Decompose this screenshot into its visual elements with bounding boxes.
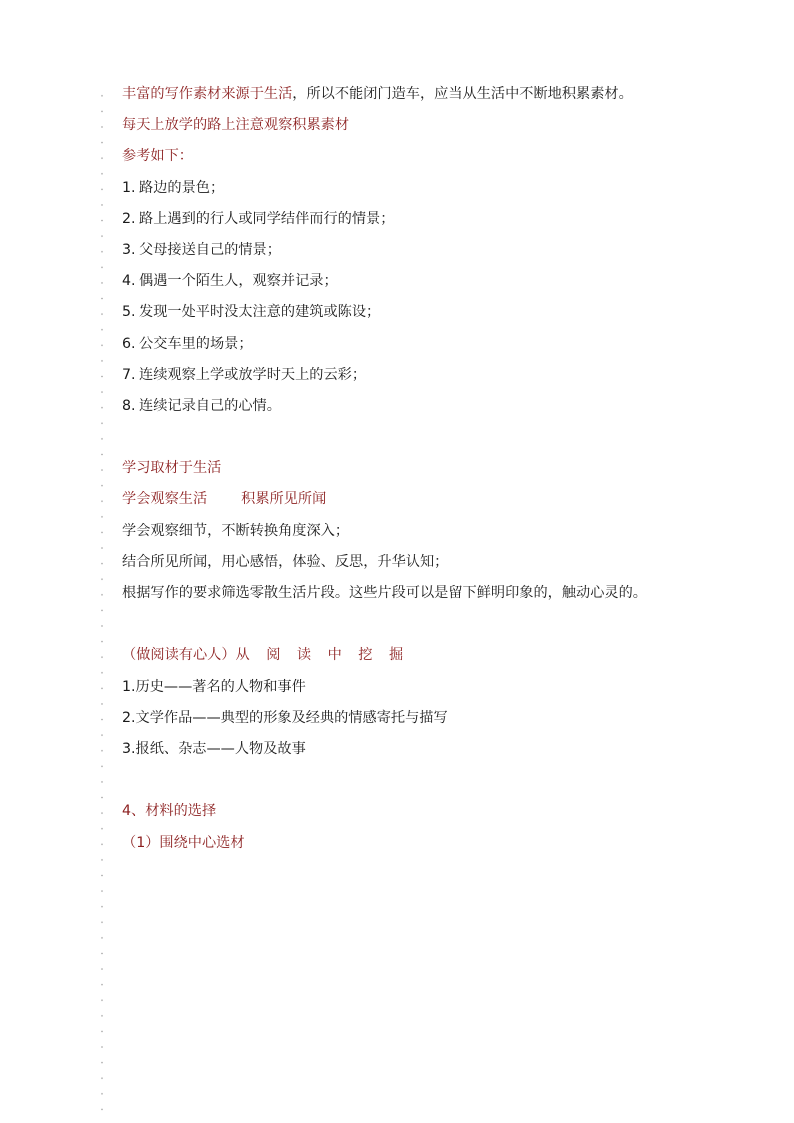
list-item [122,391,762,422]
section3-heading-suffix: 从 阅 读 中 挖 掘 [235,647,410,664]
list-item-number: 4. [122,273,136,290]
section3-item: 3.报纸、杂志——人物及故事 [122,740,306,757]
list-item-number: 5. [122,304,136,321]
section1-reference: 参考如下： [122,148,193,165]
list-item-number: 7. [122,366,136,383]
section2-sub-left: 学会观察生活 [122,491,208,508]
list-item-number: 1. [122,179,136,196]
section3-heading [122,640,762,671]
list-item-number: 3. [122,241,136,258]
list-item-text: 父母接送自己的情景； [139,241,281,258]
list-item [122,297,762,328]
section1-heading: 每天上放学的路上注意观察积累素材 [122,117,350,134]
intro-rest: ，所以不能闭门造车，应当从生活中不断地积累素材。 [292,86,633,102]
section3-item: 1.历史——著名的人物和事件 [122,678,306,695]
list-item [122,329,762,360]
section2-subheading [122,484,762,515]
list-item-number: 2. [122,210,136,227]
list-item [122,173,762,204]
list-item-text: 公交车里的场景； [139,335,253,352]
list-item-text: 偶遇一个陌生人，观察并记录； [139,273,338,290]
document-body [122,79,762,859]
section2-line: 结合所见所闻，用心感悟，体验、反思，升华认知； [122,553,449,570]
spacer [122,765,762,796]
section2-line: 根据写作的要求筛选零散生活片段。这些片段可以是留下鲜明印象的，触动心灵的。 [122,585,647,601]
spacer [122,422,762,453]
list-item-text: 路边的景色； [139,179,225,196]
list-item-text: 发现一处平时没太注意的建筑或陈设； [139,304,381,321]
section4-subheading: （1）围绕中心选材 [122,834,245,851]
section2-heading: 学习取材于生活 [122,460,222,477]
list-item-text: 路上遇到的行人或同学结伴而行的情景； [139,210,395,227]
page-margin-guide [101,88,103,1113]
section4-heading: 4、材料的选择 [122,803,217,820]
intro-highlight: 丰富的写作素材来源于生活 [122,86,293,102]
list-item-number: 6. [122,335,136,352]
list-item [122,266,762,297]
list-item [122,204,762,235]
intro-paragraph [122,79,762,110]
list-item-text: 连续记录自己的心情。 [139,397,281,414]
list-item [122,235,762,266]
section3-item: 2.文学作品——典型的形象及经典的情感寄托与描写 [122,709,448,726]
spacer [122,609,762,640]
list-item-text: 连续观察上学或放学时天上的云彩； [139,366,367,383]
list-item [122,360,762,391]
list-item-number: 8. [122,397,136,414]
section2-sub-right: 积累所见所闻 [241,491,327,508]
section2-line: 学会观察细节，不断转换角度深入； [122,522,350,539]
section3-heading-prefix: （做阅读有心人） [122,647,236,664]
